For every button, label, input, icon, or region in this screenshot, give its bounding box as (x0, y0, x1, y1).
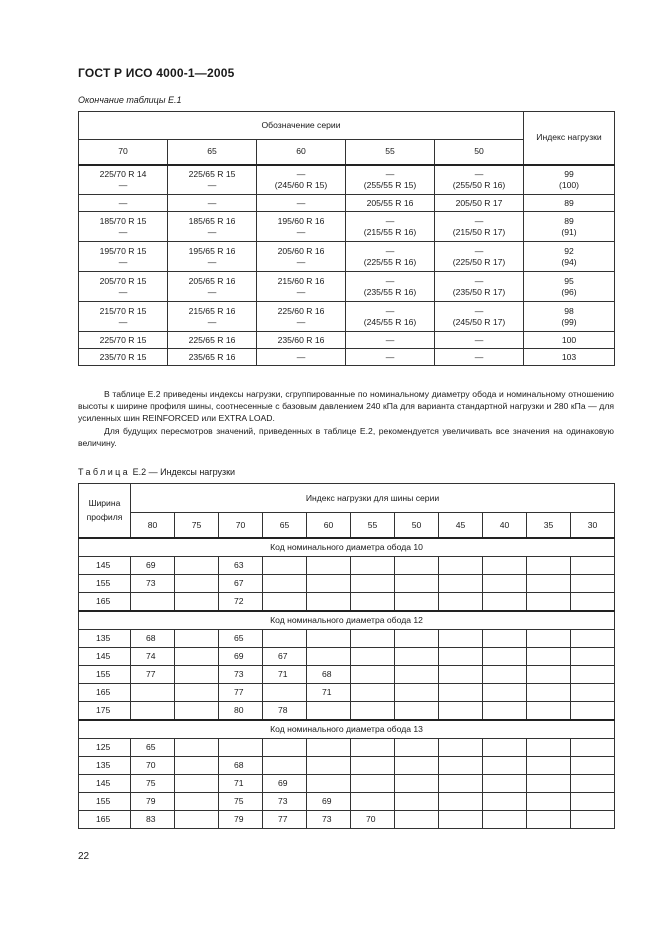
table2-caption (78, 467, 235, 477)
load-index-cell (483, 683, 527, 701)
load-index-cell (175, 774, 219, 792)
load-index-cell (571, 738, 615, 756)
load-index-cell (527, 738, 571, 756)
load-index-cell (527, 665, 571, 683)
tire-size-cell: 225/70 R 15 (79, 332, 168, 349)
series-header-cell: 50 (395, 513, 439, 538)
document-header: ГОСТ Р ИСО 4000-1—2005 (78, 66, 235, 80)
load-index-cell (571, 810, 615, 828)
load-index-cell (307, 774, 351, 792)
load-index-cell (571, 792, 615, 810)
series-header-cell: 55 (351, 513, 395, 538)
load-index-cell (351, 647, 395, 665)
load-index-cell (307, 701, 351, 720)
load-index-cell: 79 (219, 810, 263, 828)
tire-size-cell: 225/65 R 15 — (168, 165, 257, 195)
load-index-cell: 95 (96) (524, 272, 615, 302)
load-index-cell (483, 592, 527, 611)
load-index-cell (439, 774, 483, 792)
table-row (79, 810, 615, 828)
tire-size-cell: — (346, 332, 435, 349)
load-index-cell: 92 (94) (524, 242, 615, 272)
load-index-cell (483, 574, 527, 592)
load-index-cell: 80 (219, 701, 263, 720)
table-row (79, 701, 615, 720)
tire-size-cell: 185/65 R 16 — (168, 212, 257, 242)
load-index-cell: 71 (219, 774, 263, 792)
profile-width-cell: 135 (79, 756, 131, 774)
load-index-cell (483, 756, 527, 774)
load-index-cell (571, 629, 615, 647)
tire-size-cell: 215/70 R 15 — (79, 302, 168, 332)
table-row (79, 332, 615, 349)
table-e2 (78, 483, 615, 829)
profile-width-cell: 155 (79, 574, 131, 592)
tire-size-cell: 195/60 R 16 — (257, 212, 346, 242)
table-row (79, 683, 615, 701)
load-index-cell: 99 (100) (524, 165, 615, 195)
profile-width-cell: 145 (79, 647, 131, 665)
load-index-cell: 100 (524, 332, 615, 349)
load-index-cell (395, 701, 439, 720)
tire-size-cell: 235/70 R 15 (79, 349, 168, 366)
load-index-cell: 71 (307, 683, 351, 701)
table-row (79, 272, 615, 302)
tire-size-cell: — (235/55 R 16) (346, 272, 435, 302)
tire-size-cell: — (245/60 R 15) (257, 165, 346, 195)
load-index-cell: 77 (131, 665, 175, 683)
load-index-cell (439, 574, 483, 592)
load-index-cell (439, 556, 483, 574)
load-index-cell (527, 701, 571, 720)
load-index-cell (395, 792, 439, 810)
tire-size-cell: — (168, 195, 257, 212)
load-index-cell (395, 756, 439, 774)
load-index-cell (307, 629, 351, 647)
profile-width-header: Ширина профиля (79, 484, 131, 538)
load-index-cell: 89 (524, 195, 615, 212)
load-index-cell (439, 647, 483, 665)
load-index-cell (439, 665, 483, 683)
series-header-cell: 65 (168, 140, 257, 165)
series-header-cell: 55 (346, 140, 435, 165)
load-index-cell: 69 (263, 774, 307, 792)
page-number: 22 (78, 851, 90, 862)
tire-size-cell: 215/60 R 16 — (257, 272, 346, 302)
load-index-cell (131, 683, 175, 701)
body-text (78, 388, 614, 449)
tire-size-cell: — (255/55 R 15) (346, 165, 435, 195)
load-index-cell (307, 738, 351, 756)
series-header-cell: 35 (527, 513, 571, 538)
load-index-cell (571, 592, 615, 611)
load-index-cell: 67 (263, 647, 307, 665)
table-row (79, 349, 615, 366)
load-index-cell (263, 629, 307, 647)
load-index-cell (527, 556, 571, 574)
load-index-cell (351, 792, 395, 810)
load-index-cell (307, 647, 351, 665)
tire-size-cell: 205/60 R 16 — (257, 242, 346, 272)
load-index-cell (395, 683, 439, 701)
tire-size-cell: — (257, 195, 346, 212)
load-index-cell (483, 774, 527, 792)
load-index-cell: 68 (219, 756, 263, 774)
table-row (79, 792, 615, 810)
load-index-cell (527, 592, 571, 611)
load-index-cell (131, 701, 175, 720)
load-index-cell (351, 574, 395, 592)
load-index-cell (483, 810, 527, 828)
load-index-cell (527, 810, 571, 828)
load-index-cell (175, 683, 219, 701)
series-header-cell: 60 (307, 513, 351, 538)
load-index-cell (263, 592, 307, 611)
profile-width-cell: 155 (79, 792, 131, 810)
table-e1-end (78, 111, 615, 366)
tire-size-cell: 225/65 R 16 (168, 332, 257, 349)
load-index-cell (571, 647, 615, 665)
load-index-cell: 72 (219, 592, 263, 611)
table-row (79, 556, 615, 574)
load-index-cell (439, 701, 483, 720)
tire-size-cell: 215/65 R 16 — (168, 302, 257, 332)
load-index-cell (571, 774, 615, 792)
load-index-cell (175, 574, 219, 592)
profile-width-cell: 165 (79, 810, 131, 828)
tire-size-cell: 235/60 R 16 (257, 332, 346, 349)
table-row (79, 165, 615, 195)
load-index-cell (131, 592, 175, 611)
tire-size-cell: — (245/55 R 16) (346, 302, 435, 332)
load-index-cell (527, 629, 571, 647)
table-row (79, 665, 615, 683)
load-index-cell (395, 592, 439, 611)
load-index-cell: 63 (219, 556, 263, 574)
load-index-cell: 83 (131, 810, 175, 828)
profile-width-cell: 165 (79, 683, 131, 701)
series-header-cell: 80 (131, 513, 175, 538)
load-index-cell (263, 556, 307, 574)
load-index-cell (483, 738, 527, 756)
series-header-cell: 40 (483, 513, 527, 538)
table-row (79, 302, 615, 332)
table2-caption-word: Таблица (78, 467, 131, 477)
series-header-cell: 30 (571, 513, 615, 538)
tire-size-cell: — (257, 349, 346, 366)
load-index-cell (175, 592, 219, 611)
load-index-cell: 77 (219, 683, 263, 701)
load-index-cell (527, 647, 571, 665)
tire-size-cell: — (255/50 R 16) (435, 165, 524, 195)
series-header-cell: 50 (435, 140, 524, 165)
load-index-cell (175, 792, 219, 810)
rim-diameter-group-row (79, 720, 615, 739)
tire-size-cell: — (245/50 R 17) (435, 302, 524, 332)
load-index-cell (483, 629, 527, 647)
load-index-cell (527, 683, 571, 701)
tire-size-cell: 205/70 R 15 — (79, 272, 168, 302)
load-index-cell: 74 (131, 647, 175, 665)
paragraph: В таблице Е.2 приведены индексы нагрузки, сгруппированные по номинальному диаметру обода и номинальному отношению высоты к ширине профиля шины, соотнесенные с базовым давлением 240 кПа для варианта стандартной нагрузки и 280 кПа — для усиленных шин REINFORCED или EXTRA LOAD. (78, 389, 614, 424)
load-index-cell (175, 810, 219, 828)
load-index-cell (395, 629, 439, 647)
load-index-cell (483, 701, 527, 720)
profile-width-cell: 155 (79, 665, 131, 683)
load-index-cell (571, 574, 615, 592)
table-row (79, 774, 615, 792)
table-row (79, 592, 615, 611)
tire-size-cell: — (435, 349, 524, 366)
rim-diameter-group-title: Код номинального диаметра обода 10 (79, 538, 615, 557)
rim-diameter-group-row (79, 538, 615, 557)
tire-size-cell: — (346, 349, 435, 366)
load-index-cell (175, 756, 219, 774)
load-index-cell (483, 792, 527, 810)
load-index-cell: 73 (219, 665, 263, 683)
tire-size-cell: — (215/55 R 16) (346, 212, 435, 242)
table-row (79, 756, 615, 774)
table-row (79, 738, 615, 756)
load-index-cell: 69 (131, 556, 175, 574)
load-index-cell (439, 792, 483, 810)
load-index-cell (351, 556, 395, 574)
load-index-header: Индекс нагрузки (524, 112, 615, 165)
load-index-cell: 69 (307, 792, 351, 810)
load-index-cell (395, 774, 439, 792)
load-index-cell (527, 756, 571, 774)
load-index-cell: 65 (219, 629, 263, 647)
load-index-cell: 75 (219, 792, 263, 810)
load-index-cell (439, 738, 483, 756)
load-index-cell (351, 756, 395, 774)
table1-caption: Окончание таблицы Е.1 (78, 95, 182, 105)
profile-width-cell: 145 (79, 774, 131, 792)
load-index-cell (395, 665, 439, 683)
load-index-cell (263, 574, 307, 592)
series-group-header: Обозначение серии (79, 112, 524, 140)
tire-size-cell: 225/70 R 14 — (79, 165, 168, 195)
table-row (79, 212, 615, 242)
table-row (79, 629, 615, 647)
table-row (79, 647, 615, 665)
load-index-cell: 70 (351, 810, 395, 828)
tire-size-cell: — (235/50 R 17) (435, 272, 524, 302)
tire-size-cell: 235/65 R 16 (168, 349, 257, 366)
load-index-cell (175, 647, 219, 665)
load-index-cell (571, 701, 615, 720)
load-index-cell: 75 (131, 774, 175, 792)
profile-width-cell: 125 (79, 738, 131, 756)
load-index-cell (175, 556, 219, 574)
profile-width-cell: 145 (79, 556, 131, 574)
load-index-cell (571, 665, 615, 683)
table-row (79, 242, 615, 272)
series-header-cell: 70 (219, 513, 263, 538)
tire-size-cell: 205/50 R 17 (435, 195, 524, 212)
load-index-cell (351, 774, 395, 792)
table2-caption-text: Е.2 — Индексы нагрузки (132, 467, 236, 477)
load-index-cell (439, 629, 483, 647)
tire-size-cell: 205/55 R 16 (346, 195, 435, 212)
load-index-cell (483, 556, 527, 574)
load-index-cell (307, 574, 351, 592)
load-index-cell: 73 (131, 574, 175, 592)
paragraph: Для будущих пересмотров значений, приведенных в таблице Е.2, рекомендуется увеличивать все значения на одинаковую величину. (78, 425, 614, 448)
load-index-cell (527, 574, 571, 592)
series-header-cell: 60 (257, 140, 346, 165)
load-index-cell (175, 629, 219, 647)
tire-size-cell: 205/65 R 16 — (168, 272, 257, 302)
load-index-cell (483, 665, 527, 683)
table-row (79, 195, 615, 212)
series-header-cell: 70 (79, 140, 168, 165)
load-index-cell (395, 810, 439, 828)
series-header-cell: 75 (175, 513, 219, 538)
load-index-series-header: Индекс нагрузки для шины серии (131, 484, 615, 513)
rim-diameter-group-title: Код номинального диаметра обода 12 (79, 611, 615, 630)
load-index-cell (175, 665, 219, 683)
load-index-cell: 103 (524, 349, 615, 366)
load-index-cell (351, 592, 395, 611)
load-index-cell: 68 (307, 665, 351, 683)
load-index-cell (175, 701, 219, 720)
load-index-cell: 67 (219, 574, 263, 592)
profile-width-cell: 175 (79, 701, 131, 720)
load-index-cell (395, 647, 439, 665)
profile-width-cell: 135 (79, 629, 131, 647)
load-index-cell: 78 (263, 701, 307, 720)
load-index-cell (351, 665, 395, 683)
load-index-cell (175, 738, 219, 756)
load-index-cell: 98 (99) (524, 302, 615, 332)
load-index-cell: 79 (131, 792, 175, 810)
load-index-cell (307, 556, 351, 574)
load-index-cell (527, 774, 571, 792)
load-index-cell (351, 683, 395, 701)
rim-diameter-group-title: Код номинального диаметра обода 13 (79, 720, 615, 739)
load-index-cell (439, 592, 483, 611)
load-index-cell (395, 738, 439, 756)
load-index-cell: 77 (263, 810, 307, 828)
load-index-cell (263, 738, 307, 756)
load-index-cell: 71 (263, 665, 307, 683)
load-index-cell: 73 (307, 810, 351, 828)
tire-size-cell: — (225/50 R 17) (435, 242, 524, 272)
load-index-cell (395, 556, 439, 574)
load-index-cell (263, 683, 307, 701)
load-index-cell (439, 683, 483, 701)
load-index-cell (439, 810, 483, 828)
tire-size-cell: 195/65 R 16 — (168, 242, 257, 272)
load-index-cell: 68 (131, 629, 175, 647)
tire-size-cell: 185/70 R 15 — (79, 212, 168, 242)
load-index-cell (527, 792, 571, 810)
load-index-cell (307, 756, 351, 774)
series-header-cell: 65 (263, 513, 307, 538)
load-index-cell (483, 647, 527, 665)
profile-width-cell: 165 (79, 592, 131, 611)
tire-size-cell: — (79, 195, 168, 212)
load-index-cell: 73 (263, 792, 307, 810)
series-header-cell: 45 (439, 513, 483, 538)
load-index-cell: 70 (131, 756, 175, 774)
load-index-cell: 65 (131, 738, 175, 756)
load-index-cell (571, 756, 615, 774)
table-row (79, 574, 615, 592)
load-index-cell (219, 738, 263, 756)
load-index-cell (351, 629, 395, 647)
load-index-cell (571, 556, 615, 574)
load-index-cell: 69 (219, 647, 263, 665)
tire-size-cell: 225/60 R 16 — (257, 302, 346, 332)
tire-size-cell: — (225/55 R 16) (346, 242, 435, 272)
tire-size-cell: — (215/50 R 17) (435, 212, 524, 242)
load-index-cell (395, 574, 439, 592)
load-index-cell: 89 (91) (524, 212, 615, 242)
load-index-cell (307, 592, 351, 611)
tire-size-cell: 195/70 R 15 — (79, 242, 168, 272)
load-index-cell (351, 738, 395, 756)
load-index-cell (351, 701, 395, 720)
load-index-cell (439, 756, 483, 774)
rim-diameter-group-row (79, 611, 615, 630)
tire-size-cell: — (435, 332, 524, 349)
load-index-cell (263, 756, 307, 774)
load-index-cell (571, 683, 615, 701)
